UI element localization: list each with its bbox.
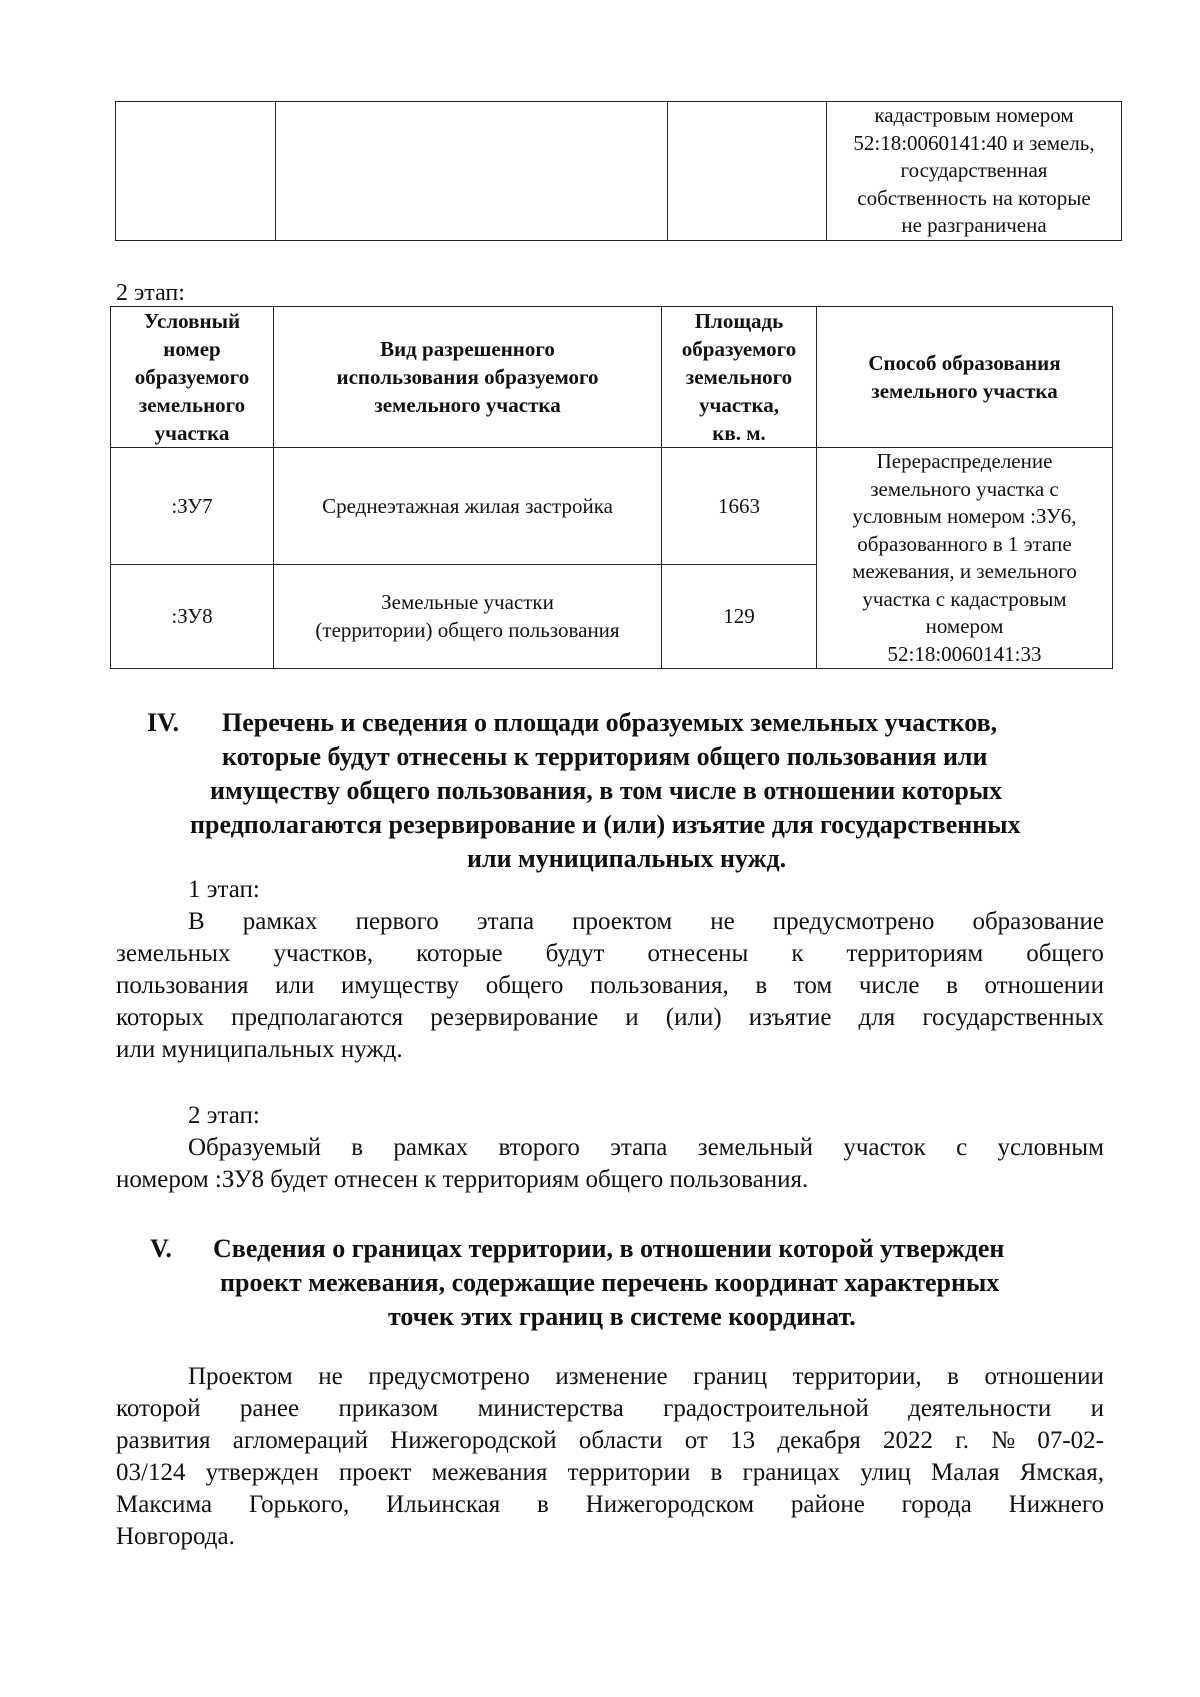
word: которые <box>416 940 503 967</box>
word: территориям <box>846 940 984 967</box>
word: которой <box>116 1395 201 1422</box>
word: 07-02- <box>1037 1427 1104 1454</box>
heading-line: Перечень и сведения о площади образуемых земельных участков, <box>222 708 998 737</box>
paragraph-line <box>116 1489 1104 1521</box>
word: Малая <box>931 1459 1000 1486</box>
paragraph-line <box>116 1457 1104 1489</box>
section-number: V. <box>150 1234 172 1263</box>
word: ранее <box>239 1395 300 1422</box>
word: этапа <box>476 908 535 935</box>
word: этапа <box>610 1134 668 1161</box>
continued-table <box>115 101 1122 241</box>
stage2-label-text: 2 этап: <box>188 1102 260 1129</box>
paragraph-line: или муниципальных нужд. <box>116 1036 403 1063</box>
word: будут <box>545 940 605 967</box>
cell-line: собственность на которые <box>857 185 1091 210</box>
word: участок <box>843 1134 926 1161</box>
cell-line: 52:18:0060141:40 и земель, <box>853 130 1095 155</box>
word: Ямская, <box>1019 1459 1104 1486</box>
word: в <box>947 1363 959 1390</box>
word: 2022 <box>883 1427 934 1454</box>
table-header-row <box>111 307 1113 448</box>
paragraph-line <box>188 906 1104 938</box>
word: имуществу <box>340 972 460 999</box>
word: Ильинская <box>386 1491 501 1518</box>
word: предполагаются <box>231 1004 404 1031</box>
word: декабря <box>777 1427 861 1454</box>
word: не <box>318 1363 343 1390</box>
word: области <box>578 1427 663 1454</box>
word: или <box>275 972 315 999</box>
paragraph-line: номером :ЗУ8 будет отнесен к территориям общего пользования. <box>116 1166 809 1193</box>
paragraph-line <box>116 970 1104 1002</box>
paragraph-line <box>116 1425 1104 1457</box>
header-cell-number: Условный номер образуемого земельного участка <box>111 307 274 448</box>
word: в <box>710 1459 723 1486</box>
cell-line: государственная <box>900 158 1048 182</box>
word: утвержден <box>205 1459 319 1486</box>
word: Максима <box>116 1491 213 1518</box>
word: общего <box>485 972 564 999</box>
word: границах <box>742 1459 841 1486</box>
word: Образуемый <box>188 1134 321 1161</box>
word: второго <box>498 1134 580 1161</box>
heading-line: которые будут отнесены к территориям общего пользования или <box>222 742 988 771</box>
word: приказом <box>338 1395 439 1422</box>
heading-line: имуществу общего пользования, в том числе в отношении которых <box>210 776 1003 805</box>
word: деятельности <box>908 1395 1052 1422</box>
word: (или) <box>665 1004 722 1031</box>
word: и <box>1090 1395 1104 1422</box>
paragraph-line <box>188 1132 1104 1164</box>
word: границ <box>693 1363 768 1390</box>
paragraph-line <box>116 938 1104 970</box>
cell-line: кадастровым номером <box>874 103 1074 127</box>
paragraph-line <box>116 1002 1104 1034</box>
word: изменение <box>555 1363 668 1390</box>
word: В <box>188 908 205 935</box>
word: рамках <box>242 908 318 935</box>
word: пользования, <box>590 972 729 999</box>
word: 03/124 <box>116 1459 186 1486</box>
word: к <box>791 940 804 967</box>
heading-line: предполагаются резервирование и (или) изъятие для государственных <box>190 810 1021 839</box>
header-cell-method: Способ образования земельного участка <box>817 307 1113 448</box>
table-row <box>116 102 1122 241</box>
word: отношении <box>984 972 1104 999</box>
word: улиц <box>860 1459 911 1486</box>
word: межевания <box>431 1459 548 1486</box>
section-number: IV. <box>147 708 180 737</box>
word: в <box>946 972 958 999</box>
word: общего <box>1026 940 1104 967</box>
word: в <box>537 1491 549 1518</box>
word: пользования <box>116 972 249 999</box>
word: № <box>991 1427 1016 1454</box>
word: районе <box>790 1491 865 1518</box>
paragraph-line <box>188 1361 1104 1393</box>
word: земельных <box>116 940 231 967</box>
cell-use: Среднеэтажная жилая застройка <box>274 448 662 565</box>
word: министерства <box>477 1395 624 1422</box>
heading-line: точек этих границ в системе координат. <box>388 1302 856 1331</box>
paragraph-line <box>116 1393 1104 1425</box>
header-cell-use: Вид разрешенного использования образуемого земельного участка <box>274 307 662 448</box>
word: которых <box>116 1004 204 1031</box>
word: 13 <box>730 1427 756 1454</box>
header-cell-area: Площадь образуемого земельного участка, кв. м. <box>662 307 817 448</box>
word: Нижнего <box>1008 1491 1104 1518</box>
word: Горького, <box>248 1491 350 1518</box>
word: предусмотрено <box>368 1363 530 1390</box>
stage2-table <box>110 306 1113 669</box>
word: проектом <box>572 908 673 935</box>
word: в <box>755 972 768 999</box>
table-cell <box>116 102 276 241</box>
paragraph-line: Новгорода. <box>116 1523 235 1550</box>
cell-area: 129 <box>662 564 817 668</box>
word: рамках <box>393 1134 469 1161</box>
word: от <box>684 1427 708 1454</box>
word: развития <box>116 1427 211 1454</box>
word: земельный <box>697 1134 814 1161</box>
word: числе <box>858 972 920 999</box>
word: не <box>710 908 735 935</box>
word: для <box>858 1004 896 1031</box>
word: с <box>956 1134 968 1161</box>
word: Нижегородской <box>390 1427 557 1454</box>
word: агломераций <box>232 1427 368 1454</box>
table-row <box>111 448 1113 565</box>
word: резервирование <box>430 1004 599 1031</box>
word: отнесены <box>647 940 749 967</box>
word: том <box>793 972 833 999</box>
word: условным <box>997 1134 1104 1161</box>
word: изъятие <box>748 1004 832 1031</box>
cell-method: Перераспределение земельного участка с условным номером :ЗУ6, образованного в 1 этапе межевания, и земельного участка с кадастровым номером 52:18:0060141:33 <box>817 448 1113 669</box>
word: проект <box>338 1459 412 1486</box>
heading-line: или муниципальных нужд. <box>467 844 787 873</box>
word: Проектом <box>188 1363 293 1390</box>
word: образование <box>972 908 1104 935</box>
cell-number: :ЗУ7 <box>111 448 274 565</box>
table-cell <box>276 102 668 241</box>
stage2-label: 2 этап: <box>116 280 185 306</box>
word: градостроительной <box>663 1395 869 1422</box>
heading-line: проект межевания, содержащие перечень координат характерных <box>220 1268 1000 1297</box>
table-cell <box>668 102 827 241</box>
word: Нижегородском <box>585 1491 755 1518</box>
word: отношении <box>984 1363 1104 1390</box>
stage1-label: 1 этап: <box>188 876 260 903</box>
table-cell-method <box>827 102 1122 241</box>
cell-number: :ЗУ8 <box>111 564 274 668</box>
heading-line: Сведения о границах территории, в отношении которой утвержден <box>213 1234 1005 1263</box>
cell-use: Земельные участки (территории) общего пользования <box>274 564 662 668</box>
word: первого <box>355 908 439 935</box>
word: предусмотрено <box>772 908 935 935</box>
cell-area: 1663 <box>662 448 817 565</box>
word: участков, <box>273 940 374 967</box>
word: города <box>901 1491 972 1518</box>
word: в <box>351 1134 364 1161</box>
word: территории, <box>792 1363 922 1390</box>
word: территории <box>567 1459 691 1486</box>
cell-line: не разграничена <box>901 213 1047 237</box>
word: г. <box>955 1427 969 1454</box>
word: государственных <box>922 1004 1104 1031</box>
word: и <box>625 1004 639 1031</box>
